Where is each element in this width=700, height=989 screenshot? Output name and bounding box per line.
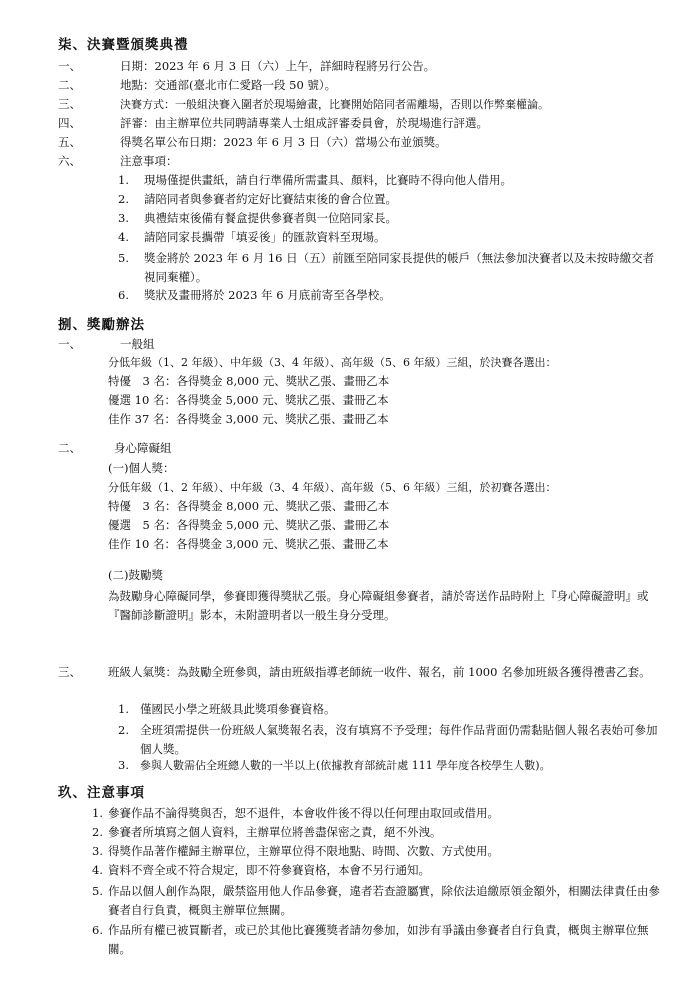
item-number: 六、 [58,154,81,168]
note-number: 6. [92,923,103,937]
note-text: 得獎作品著作權歸主辦單位，主辦單位得不限地點、時間、次數、方式使用。 [108,844,499,858]
notice-text: 請陪同家長攜帶「填妥後」的匯款資料至現場。 [144,230,386,244]
general-group-title: 一般組 [120,337,155,351]
note-number: 5. [92,884,103,898]
individual-award-title: (一)個人獎： [108,461,175,475]
notice-number: 6. [118,288,129,302]
item-text: 注意事項： [120,154,178,168]
item-number: 一、 [58,59,81,73]
item-number: 三、 [58,97,81,111]
item-number: 五、 [58,135,81,149]
award-text: 特優 3 名：各得獎金 8,000 元、獎狀乙張、畫冊乙本 [108,374,390,388]
item-text: 參與人數需佔全班總人數的一半以上(依據教育部統計處 111 學年度各校學生人數)。 [140,759,551,772]
section-7-heading: 柒、決賽暨頒獎典禮 [58,37,189,53]
item-text: 全班須需提供一份班級人氣獎報名表，沒有填寫不予受理；每件作品背面仍需黏貼個人報名表始可參加個人獎。 [140,723,658,756]
award-text: 特優 3 名：各得獎金 8,000 元、獎狀乙張、畫冊乙本 [108,499,390,513]
notice-text: 請陪同者與參賽者約定好比賽結束後的會合位置。 [144,192,397,206]
item-text: 日期：2023 年 6 月 3 日（六）上午，詳細時程將另行公告。 [120,59,436,73]
note-text: 資料不齊全或不符合規定，即不符參賽資格，本會不另行通知。 [108,863,430,877]
item-number: 2. [118,723,129,737]
item-text: 僅國民小學之班級具此獎項參賽資格。 [140,702,336,716]
notice-text: 獎狀及畫冊將於 2023 年 6 月底前寄至各學校。 [144,288,391,302]
general-group-description: 分低年級（1、2 年級）、中年級（3、4 年級）、高年級（5、6 年級）三組，於決賽各選出： [108,356,557,369]
note-text: 參賽作品不論得獎與否，恕不退件，本會收件後不得以任何理由取回或借用。 [108,806,499,820]
item-number: 1. [118,702,129,716]
note-text: 參賽者所填寫之個人資料，主辦單位將善盡保密之責，絕不外洩。 [108,825,442,839]
item-text: 得獎名單公布日期：2023 年 6 月 3 日（六）當場公布並頒獎。 [120,135,447,149]
encouragement-award-text: 為鼓勵身心障礙同學，參賽即獲得獎狀乙張。身心障礙組參賽者，請於寄送作品時附上『身心障礙證明』或『醫師診斷證明』影本，未附證明者以一般生身分受理。 [108,589,649,622]
item-number: 二、 [58,441,81,455]
item-number: 一、 [58,337,81,351]
note-text: 作品以個人創作為限，嚴禁盜用他人作品參賽，違者若查證屬實，除依法追繳原領金額外，相關法律責任由參賽者自行負責，概與主辦單位無關。 [108,884,660,917]
note-number: 2. [92,825,103,839]
notice-text: 典禮結束後備有餐盒提供參賽者與一位陪同家長。 [144,211,397,225]
section-8-heading: 捌、獎勵辦法 [58,317,145,333]
item-text: 決賽方式：一般組決賽入圍者於現場繪畫，比賽開始陪同者需離場，否則以作弊棄權論。 [120,98,549,111]
item-number: 四、 [58,116,81,130]
award-text: 優選 5 名：各得獎金 5,000 元、獎狀乙張、畫冊乙本 [108,518,390,532]
item-text: 評審：由主辦單位共同聘請專業人士組成評審委員會，於現場進行評選。 [120,116,488,130]
item-text: 地點：交通部(臺北市仁愛路一段 50 號）。 [120,78,337,92]
item-number: 三、 [58,665,81,679]
disabled-group-description: 分低年級（1、2 年級）、中年級（3、4 年級）、高年級（5、6 年級）三組，於初賽各選出： [108,481,557,494]
notice-text: 獎金將於 2023 年 6 月 16 日（五）前匯至陪同家長提供的帳戶（無法參加決賽者以及未按時繳交者視同棄權）。 [144,251,655,284]
award-text: 佳作 37 名：各得獎金 3,000 元、獎狀乙張、畫冊乙本 [108,412,389,426]
note-number: 1. [92,806,103,820]
class-award-text: 班級人氣獎：為鼓勵全班參與，請由班級指導老師統一收件、報名，前 1000 名參加班級各獲得禮書乙套。 [108,665,651,679]
note-number: 4. [92,863,103,877]
disabled-group-title: 身心障礙組 [114,441,172,455]
section-9-heading: 玖、注意事項 [58,785,145,801]
award-text: 佳作 10 名：各得獎金 3,000 元、獎狀乙張、畫冊乙本 [108,537,389,551]
note-text: 作品所有權已被買斷者，或已於其他比賽獲獎者請勿參加，如涉有爭議由參賽者自行負責，概與主辦單位無關。 [108,923,649,956]
notice-text: 現場僅提供畫紙，請自行準備所需畫具、顏料，比賽時不得向他人借用。 [144,173,512,187]
notice-number: 4. [118,230,129,244]
award-text: 優選 10 名：各得獎金 5,000 元、獎狀乙張、畫冊乙本 [108,393,389,407]
notice-number: 1. [118,173,129,187]
note-number: 3. [92,844,103,858]
notice-number: 2. [118,192,129,206]
notice-number: 5. [118,251,129,265]
item-number: 3. [118,758,129,772]
item-number: 二、 [58,78,81,92]
notice-number: 3. [118,211,129,225]
encouragement-award-title: (二)鼓勵獎 [108,568,163,582]
